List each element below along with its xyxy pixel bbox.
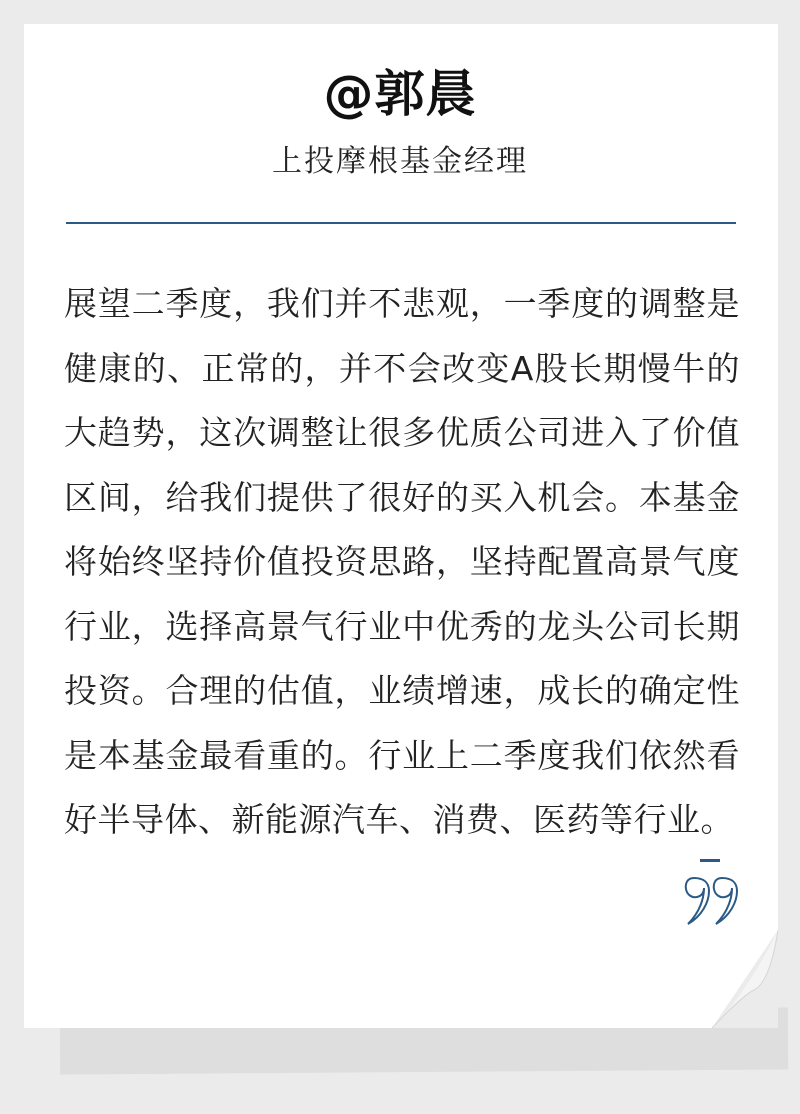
title-divider [66, 222, 736, 224]
author-name: @郭晨 [323, 65, 477, 123]
page-curl-icon [712, 930, 778, 1028]
quote-text: 展望二季度，我们并不悲观，一季度的调整是健康的、正常的，并不会改变A股长期慢牛的大趋势，这次调整让很多优质公司进入了价值区间，给我们提供了很好的买入机会。本基金将始终坚持价值投资思路，坚持配置高景气度行业，选择高景气行业中优秀的龙头公司长期投资。合理的估值，业绩增速，成长的确定性是本基金最看重的。行业上二季度我们依然看好半导体、新能源汽车、消费、医药等行业。 [64, 284, 740, 839]
quote-accent-dash [700, 859, 720, 862]
author-role: 上投摩根基金经理 [272, 144, 528, 179]
closing-quote-icon [684, 874, 740, 928]
